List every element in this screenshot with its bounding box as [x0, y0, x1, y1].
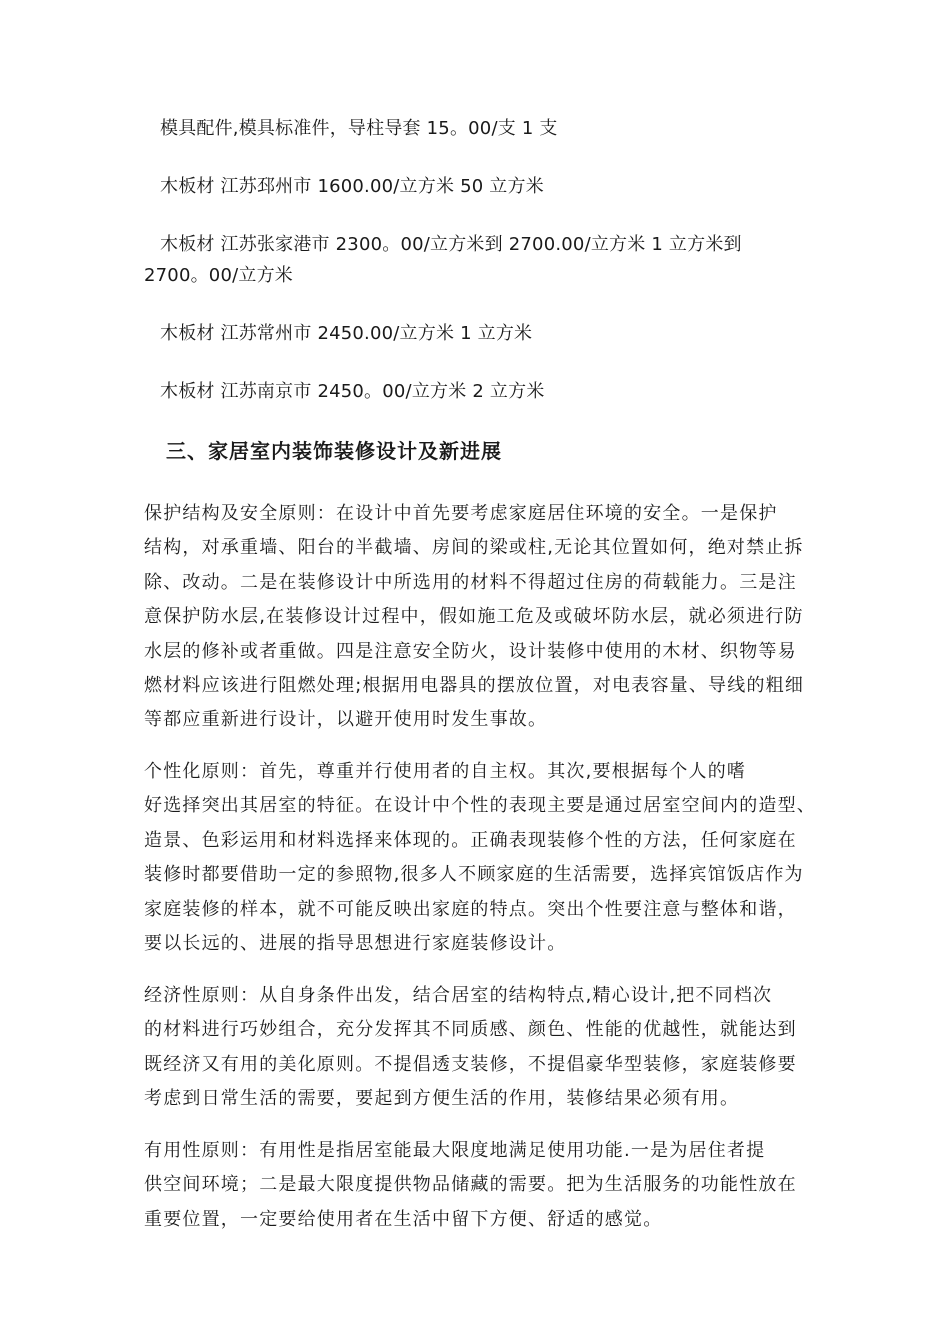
paragraph-line: 结构，对承重墙、阳台的半截墙、房间的梁或柱,无论其位置如何，绝对禁止拆: [144, 537, 804, 559]
section-heading: 三、家居室内装饰装修设计及新进展: [166, 439, 502, 463]
paragraph-safety-principle: [144, 497, 814, 738]
paragraph-line: 的材料进行巧妙组合，充分发挥其不同质感、颜色、性能的优越性，就能达到: [144, 1019, 797, 1041]
paragraph-line: 燃材料应该进行阻燃处理;根据用电器具的摆放位置，对电表容量、导线的粗细: [144, 675, 805, 697]
price-line-zhangjiagang: 木板材 江苏张家港市 2300。00/立方米到 2700.00/立方米 1 立方米到: [160, 234, 742, 255]
price-line-mold-parts: 模具配件,模具标准件，导柱导套 15。00/支 1 支: [160, 118, 558, 139]
paragraph-line: 除、改动。二是在装修设计中所选用的材料不得超过住房的荷载能力。三是注: [144, 571, 797, 593]
paragraph-line: 家庭装修的样本，就不可能反映出家庭的特点。突出个性要注意与整体和谐，: [144, 898, 797, 920]
paragraph-line: 经济性原则：从自身条件出发，结合居室的结构特点,精心设计,把不同档次: [144, 985, 773, 1006]
price-line-pizhou: 木板材 江苏邳州市 1600.00/立方米 50 立方米: [160, 176, 544, 197]
price-line-nanjing: 木板材 江苏南京市 2450。00/立方米 2 立方米: [160, 381, 545, 402]
paragraph-personalization-principle: [144, 755, 814, 961]
paragraph-line: 要以长远的、进展的指导思想进行家庭装修设计。: [144, 933, 567, 955]
paragraph-line: 既经济又有用的美化原则。不提倡透支装修，不提倡豪华型装修，家庭装修要: [144, 1053, 797, 1075]
paragraph-line: 保护结构及安全原则：在设计中首先要考虑家庭居住环境的安全。一是保护: [144, 503, 778, 524]
paragraph-line: 等都应重新进行设计，以避开使用时发生事故。: [144, 709, 548, 731]
paragraph-line: 意保护防水层,在装修设计过程中，假如施工危及或破坏防水层，就必须进行防: [144, 606, 804, 628]
paragraph-practicality-principle: [144, 1134, 814, 1237]
paragraph-line: 装修时都要借助一定的参照物,很多人不顾家庭的生活需要，选择宾馆饭店作为: [144, 864, 804, 886]
paragraph-line: 个性化原则：首先，尊重并行使用者的自主权。其次,要根据每个人的嗜: [144, 761, 747, 782]
paragraph-line: 造景、色彩运用和材料选择来体现的。正确表现装修个性的方法，任何家庭在: [144, 829, 797, 851]
price-line-changzhou: 木板材 江苏常州市 2450.00/立方米 1 立方米: [160, 323, 533, 344]
price-line-zhangjiagang-cont: 2700。00/立方米: [144, 265, 293, 286]
paragraph-line: 水层的修补或者重做。四是注意安全防火，设计装修中使用的木材、织物等易: [144, 640, 797, 662]
paragraph-line: 有用性原则：有用性是指居室能最大限度地满足使用功能.一是为居住者提: [144, 1140, 766, 1161]
paragraph-economy-principle: [144, 979, 814, 1117]
paragraph-line: 重要位置，一定要给使用者在生活中留下方便、舒适的感觉。: [144, 1208, 663, 1230]
paragraph-line: 考虑到日常生活的需要，要起到方便生活的作用，装修结果必须有用。: [144, 1088, 740, 1110]
paragraph-line: 供空间环境；二是最大限度提供物品储藏的需要。把为生活服务的功能性放在: [144, 1174, 797, 1196]
paragraph-line: 好选择突出其居室的特征。在设计中个性的表现主要是通过居室空间内的造型、: [144, 795, 816, 817]
